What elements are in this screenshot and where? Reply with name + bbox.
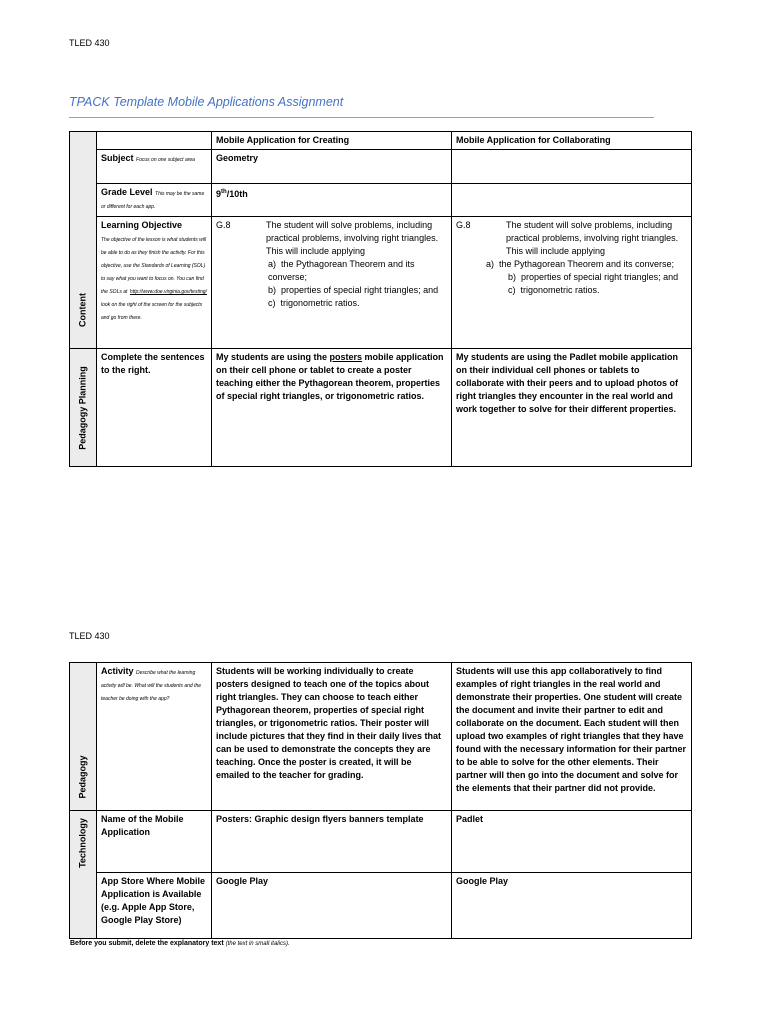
app-name-row <box>70 811 692 873</box>
side-label-content: Content <box>70 132 97 349</box>
sol-item-b: b) properties of special right triangles; and <box>268 285 439 295</box>
plan-collaborating: My students are using the Padlet mobile application on their individual cell phones or tablets to collaborate with their peers and to upload photos of right triangles they encounter in the real world and work together to solve for their different properties. <box>452 349 692 467</box>
grade-label-cell <box>97 184 212 217</box>
sol-item-c: c) trigonometric ratios. <box>508 285 600 295</box>
app-store-collaborating: Google Play <box>452 873 692 939</box>
subject-value-collaborating <box>452 150 692 184</box>
sol-item-a: a) the Pythagorean Theorem and its converse; <box>268 259 415 282</box>
grade-note: This may be the same or different for each app. <box>101 191 205 210</box>
app-store-label: App Store Where Mobile Application is Available (e.g. Apple App Store, Google Play Store) <box>97 873 212 939</box>
grade-value-collaborating <box>452 184 692 217</box>
activity-row <box>70 663 692 811</box>
sol-link[interactable]: http://www.doe.virginia.gov/testing/ <box>129 289 207 295</box>
app-store-row <box>70 873 692 939</box>
page-header: TLED 430 <box>69 38 110 48</box>
sol-code: G.8 <box>456 220 471 230</box>
grade-row <box>70 184 692 217</box>
submission-note: Before you submit, delete the explanatory text (the text in small italics). <box>70 940 290 947</box>
objective-note: The objective of the lesson is what students will be able to do as they finish the activity. For this objective, use the Standards of Learning (SOL) to say what you want to focus on. You can find the SOLs at <box>101 237 207 295</box>
plan-creating: My students are using the posters mobile application on their cell phone or tablet to create a poster teaching either the Pythagorean theorem, properties of special right triangles, or trigonometric ratios. <box>212 349 452 467</box>
app-name-creating: Posters: Graphic design flyers banners template <box>212 811 452 873</box>
objective-note-2: look on the right of the screen for the subjects and go from there. <box>101 302 203 321</box>
subject-row <box>70 150 692 184</box>
objective-label: Learning Objective <box>101 220 183 230</box>
pedagogy-planning-row <box>70 349 692 467</box>
tpack-table-page2 <box>69 662 692 939</box>
side-label-technology: Technology <box>70 811 97 939</box>
app-name-collaborating: Padlet <box>452 811 692 873</box>
sol-item-b: b) properties of special right triangles; and <box>508 272 679 282</box>
activity-creating: Students will be working individually to create posters designed to teach one of the topics about right triangles. They can choose to teach either Pythagorean theorem, properties of special right triangles, or trigonometric ratios. Their poster will include pictures that they find in their daily lives that can be used to demonstrate the concepts they are teaching. Once the poster is created, it will be emailed to the teacher for grading. <box>212 663 452 811</box>
objective-row <box>70 217 692 349</box>
column-header-collaborating: Mobile Application for Collaborating <box>452 132 692 150</box>
table-header-row <box>70 132 692 150</box>
page-title: TPACK Template Mobile Applications Assignment <box>69 95 344 109</box>
page-header-2: TLED 430 <box>69 631 110 641</box>
subject-value-creating: Geometry <box>212 150 452 184</box>
blank-header-cell <box>97 132 212 150</box>
tpack-table-page1 <box>69 131 692 467</box>
sol-item-c: c) trigonometric ratios. <box>268 298 360 308</box>
side-label-pedagogy: Pedagogy <box>70 663 97 811</box>
activity-collaborating: Students will use this app collaboratively to find examples of right triangles in the real world and demonstrate their properties. One student will create the document and invite their partner to edit and collaborate on the document. Each student will then upload two examples of right triangles that they have found with the necessary information for their partner to be able to solve for the other elements. Their partner will then go into the document and solve for the elements that their partner did not provide. <box>452 663 692 811</box>
sol-text: The student will solve problems, including practical problems, involving right triangles. This will include applying <box>506 220 679 256</box>
objective-collaborating <box>452 217 692 349</box>
app-store-creating: Google Play <box>212 873 452 939</box>
side-label-pedagogy-planning: Pedagogy Planning <box>70 349 97 467</box>
sol-item-a: a) the Pythagorean Theorem and its converse; <box>486 259 674 269</box>
subject-label: Subject <box>101 153 134 163</box>
activity-note: Describe what the learning activity will be. What will the students and the teacher be doing with the app? <box>101 670 202 702</box>
complete-label: Complete the sentences to the right. <box>97 349 212 467</box>
objective-label-cell <box>97 217 212 349</box>
objective-creating <box>212 217 452 349</box>
grade-label: Grade Level <box>101 187 153 197</box>
subject-note: Focus on one subject area <box>136 157 195 163</box>
sol-text: The student will solve problems, including practical problems, involving right triangles. This will include applying <box>266 220 439 256</box>
app-name-label: Name of the Mobile Application <box>97 811 212 873</box>
column-header-creating: Mobile Application for Creating <box>212 132 452 150</box>
title-underline <box>69 117 654 118</box>
subject-label-cell <box>97 150 212 184</box>
sol-code: G.8 <box>216 220 231 230</box>
activity-label-cell <box>97 663 212 811</box>
grade-value-creating: 9th/10th <box>212 184 452 217</box>
activity-label: Activity <box>101 666 134 676</box>
